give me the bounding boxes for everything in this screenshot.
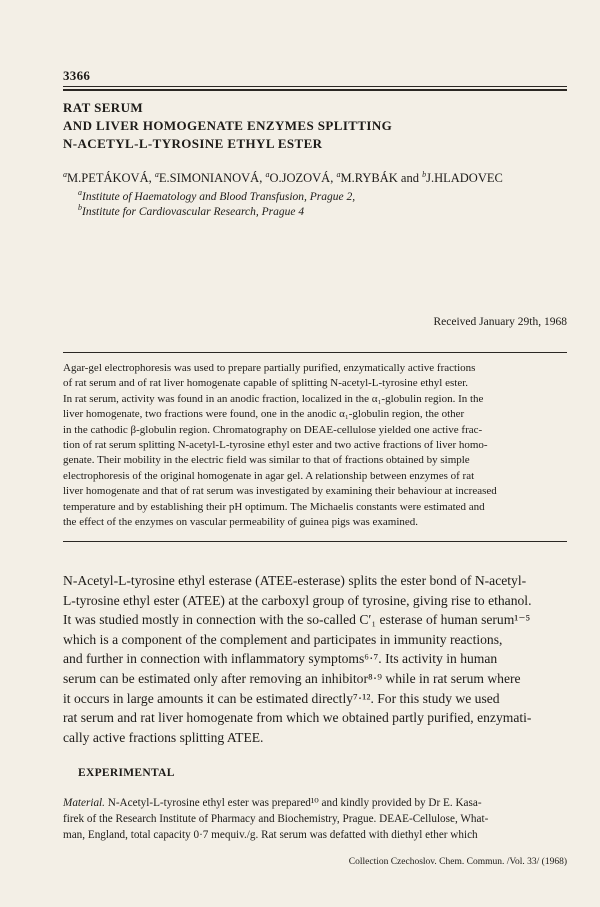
abstract-line: in the cathodic β-globulin region. Chromatography on DEAE-cellulose yielded one active frac- — [63, 423, 483, 436]
author-separator: and — [397, 171, 423, 185]
author-name: O.JOZOVÁ — [269, 171, 331, 185]
abstract-line: Agar-gel electrophoresis was used to prepare partially purified, enzymatically active fractions — [63, 362, 476, 374]
affiliation-text: Institute for Cardiovascular Research, Prague 4 — [82, 206, 305, 218]
material-line — [63, 795, 569, 811]
abstract-line: In rat serum, activity was found in an anodic fraction, localized in the α₁-globulin region. In the — [63, 392, 484, 405]
abstract-line: of rat serum and of rat liver homogenate capable of splitting N-acetyl-L-tyrosine ethyl ester. — [63, 377, 469, 390]
abstract — [63, 361, 567, 530]
author-list — [63, 170, 543, 186]
body-line: and further in connection with inflammatory symptoms⁶·⁷. Its activity in human — [63, 651, 498, 667]
title-line: AND LIVER HOMOGENATE ENZYMES SPLITTING — [63, 118, 393, 133]
material-text: N-Acetyl-L-tyrosine ethyl ester was prepared¹⁰ and kindly provided by Dr E. Kasa- — [104, 797, 482, 809]
abstract-rule-top — [63, 352, 567, 353]
abstract-line: liver homogenate and that of rat serum was investigated by examining their behaviour at increased — [63, 485, 497, 498]
body-line: It was studied mostly in connection with the so-called C′₁ esterase of human serum¹⁻⁵ — [63, 612, 531, 628]
author-name: M.PETÁKOVÁ — [67, 171, 149, 185]
author-name: E.SIMONIANOVÁ — [158, 171, 260, 185]
title-line: RAT SERUM — [63, 100, 144, 115]
journal-footer: Collection Czechoslov. Chem. Commun. /Vol. 33/ (1968) — [348, 857, 567, 867]
abstract-line: tion of rat serum splitting N-acetyl-L-tyrosine ethyl ester and two active fractions of liver homo- — [63, 439, 488, 452]
affiliations — [78, 190, 548, 220]
abstract-line: electrophoresis of the original homogenate in agar gel. A relationship between enzymes of rat — [63, 469, 475, 482]
introduction-paragraph — [63, 571, 571, 747]
author-aff-mark: a — [154, 169, 159, 179]
author-name: J.HLADOVEC — [426, 171, 503, 185]
body-line: L-tyrosine ethyl ester (ATEE) at the carboxyl group of tyrosine, giving rise to ethanol. — [63, 592, 532, 608]
body-line: it occurs in large amounts it can be estimated directly⁷·¹². For this study we used — [63, 690, 500, 706]
author-aff-mark: b — [422, 169, 427, 179]
affiliation-line — [78, 205, 548, 220]
abstract-rule-bottom — [63, 541, 567, 542]
title-line: N-ACETYL-L-TYROSINE ETHYL ESTER — [63, 136, 323, 151]
author-separator: , — [148, 171, 155, 185]
affiliation-text: Institute of Haematology and Blood Transfusion, Prague 2, — [82, 191, 356, 203]
material-line: man, England, total capacity 0·7 mequiv./g. Rat serum was defatted with diethyl ether which — [63, 829, 478, 841]
received-date: Received January 29th, 1968 — [433, 316, 567, 328]
page-number: 3366 — [63, 68, 91, 83]
body-line: cally active fractions splitting ATEE. — [63, 729, 264, 745]
article-title — [63, 99, 533, 153]
author-separator: , — [330, 171, 337, 185]
affiliation-mark: b — [78, 203, 82, 213]
abstract-line: genate. Their mobility in the electric field was similar to that of fractions obtained by simple — [63, 454, 470, 467]
body-line: N-Acetyl-L-tyrosine ethyl esterase (ATEE-esterase) splits the ester bond of N-acetyl- — [63, 573, 527, 588]
author-aff-mark: a — [63, 169, 67, 179]
author-aff-mark: a — [265, 169, 270, 179]
author-separator: , — [259, 171, 266, 185]
material-paragraph — [63, 795, 569, 843]
affiliation-line — [78, 190, 548, 205]
author-name: M.RYBÁK — [340, 171, 398, 185]
abstract-line: the effect of the enzymes on vascular permeability of guinea pigs was examined. — [63, 516, 419, 529]
body-line: which is a component of the complement and participates in immunity reactions, — [63, 631, 503, 647]
affiliation-mark: a — [78, 188, 82, 198]
abstract-line: liver homogenate, two fractions were found, one in the anodic α₁-globulin region, the other — [63, 408, 465, 421]
material-line: firek of the Research Institute of Pharmacy and Biochemistry, Prague. DEAE-Cellulose, What- — [63, 813, 489, 825]
material-runin-heading: Material. — [63, 797, 105, 809]
header-rule-top — [63, 86, 567, 87]
author-aff-mark: a — [336, 169, 341, 179]
abstract-line: temperature and by establishing their pH optimum. The Michaelis constants were estimated and — [63, 500, 485, 513]
body-line: rat serum and rat liver homogenate from which we obtained partly purified, enzymati- — [63, 710, 532, 726]
section-heading: EXPERIMENTAL — [78, 767, 175, 779]
body-line: serum can be estimated only after removing an inhibitor⁸·⁹ while in rat serum where — [63, 670, 521, 686]
header-rule-bottom — [63, 89, 567, 91]
